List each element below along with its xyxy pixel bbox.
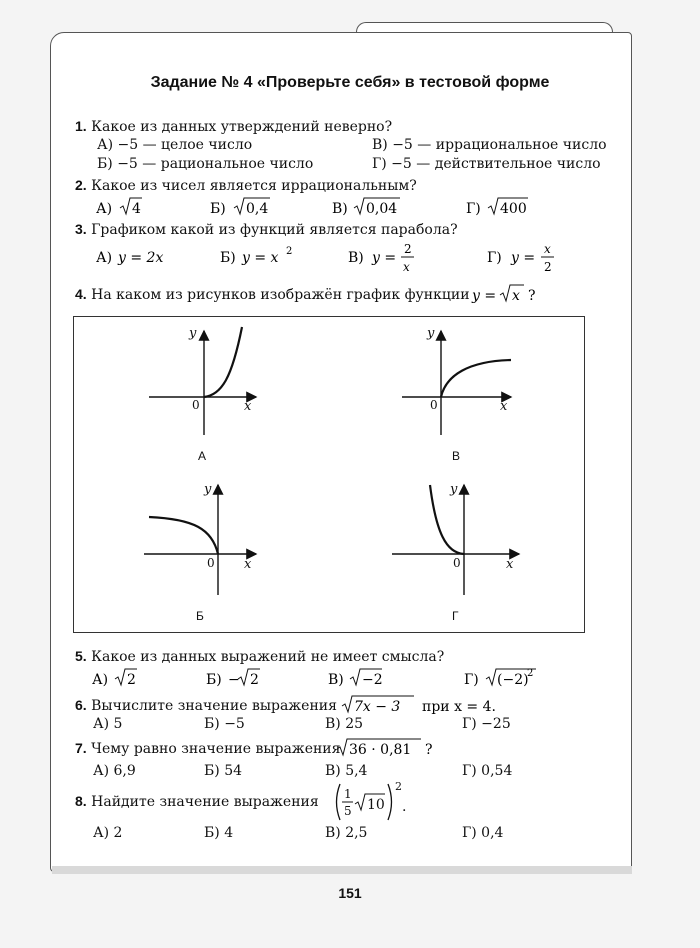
curve-a <box>204 327 242 397</box>
q7-expression <box>335 734 455 762</box>
q5-option-b-label: Б) <box>206 672 222 688</box>
q1-option-v: В) −5 — иррациональное число <box>372 137 607 153</box>
q8-fraction-numerator: 1 <box>344 787 352 801</box>
q7-option-a: А) 6,9 <box>93 763 136 779</box>
q5-option-v-label: В) <box>328 672 344 688</box>
q1-option-g: Г) −5 — действительное число <box>372 156 601 172</box>
q3-option-g-numerator: x <box>544 242 551 256</box>
graph-g <box>392 485 519 595</box>
question-1 <box>75 118 392 135</box>
graph-label-a: А <box>198 449 207 463</box>
q5-option-b-minus: − <box>228 672 240 688</box>
q7-question-mark: ? <box>425 742 433 758</box>
question-text: Найдите значение выражения <box>91 794 319 810</box>
q3-option-g-lhs: y = <box>511 250 536 266</box>
q3-option-v-numerator: 2 <box>404 242 412 256</box>
q3-option-v-denominator: x <box>403 260 410 274</box>
graph-g-y-label: y <box>450 482 458 497</box>
q1-option-a: А) −5 — целое число <box>97 137 253 153</box>
q6-option-g: Г) −25 <box>462 716 511 732</box>
q2-option-g-value: 400 <box>500 201 527 217</box>
graph-g-x-label: x <box>506 557 514 572</box>
graph-b-x-label: x <box>244 557 252 572</box>
curve-b <box>149 517 218 554</box>
curve-g <box>430 485 464 554</box>
question-text: На каком из рисунков изображён график функции <box>91 287 470 303</box>
graph-a <box>149 327 256 435</box>
q2-options <box>90 193 550 221</box>
graphs-figure <box>73 316 585 633</box>
question-4 <box>75 286 470 303</box>
question-number: 6. <box>75 697 87 713</box>
graph-v <box>402 331 511 435</box>
right-paren <box>388 784 392 820</box>
question-text: Вычислите значение выражения <box>91 698 337 714</box>
q5-option-v-value: −2 <box>362 672 383 688</box>
q2-option-a-value: 4 <box>132 201 141 217</box>
q6-option-v: В) 25 <box>325 716 364 732</box>
q8-option-a: А) 2 <box>93 825 123 841</box>
q3-options <box>90 238 570 278</box>
q3-option-b-expr: y = x <box>242 250 279 266</box>
page-number: 151 <box>338 885 362 901</box>
q2-option-b-label: Б) <box>210 201 226 217</box>
q1-option-b: Б) −5 — рациональное число <box>97 156 314 172</box>
graph-v-origin: 0 <box>430 398 438 412</box>
question-number: 5. <box>75 648 87 664</box>
graph-v-x-label: x <box>500 399 508 414</box>
q6-radicand: 7x − 3 <box>354 699 401 715</box>
q5-option-g-label: Г) <box>464 672 479 688</box>
graph-label-v: В <box>452 449 461 463</box>
q3-option-b-power: 2 <box>286 246 293 257</box>
q8-option-v: В) 2,5 <box>325 825 368 841</box>
question-number: 7. <box>75 740 87 756</box>
graph-a-x-label: x <box>244 399 252 414</box>
q6-option-a: А) 5 <box>93 716 123 732</box>
q6-condition: при x = 4. <box>422 699 496 715</box>
q5-option-a-label: А) <box>92 672 109 688</box>
q7-option-g: Г) 0,54 <box>462 763 513 779</box>
curve-v <box>441 360 511 397</box>
q5-option-g-value: (−2) <box>497 672 529 688</box>
q6-expression <box>340 691 520 719</box>
question-6 <box>75 697 337 714</box>
left-paren <box>337 784 341 820</box>
q8-radicand: 10 <box>367 797 385 813</box>
question-8 <box>75 793 319 810</box>
question-text: Чему равно значение выражения <box>91 741 341 757</box>
graphs-svg <box>74 317 584 632</box>
graph-v-y-label: y <box>427 326 435 341</box>
q6-option-b: Б) −5 <box>204 716 245 732</box>
question-text: Какое из данных выражений не имеет смысла? <box>91 649 445 665</box>
q7-option-b: Б) 54 <box>204 763 243 779</box>
q7-radicand: 36 · 0,81 <box>349 742 412 758</box>
q5-option-b-value: 2 <box>250 672 259 688</box>
graph-label-b: Б <box>196 609 204 623</box>
q8-power: 2 <box>395 780 402 793</box>
q2-option-v-value: 0,04 <box>366 201 398 217</box>
q3-option-v-lhs: y = <box>372 250 397 266</box>
q3-option-g-label: Г) <box>487 250 502 266</box>
question-number: 1. <box>75 118 87 134</box>
q5-option-a-value: 2 <box>127 672 136 688</box>
q5-options <box>90 664 550 692</box>
q8-period: . <box>402 799 407 815</box>
graph-a-origin: 0 <box>192 398 200 412</box>
q3-option-b-label: Б) <box>220 250 236 266</box>
card-shadow <box>52 866 632 874</box>
graph-label-g: Г <box>452 609 459 623</box>
question-text: Какое из чисел является иррациональным? <box>91 178 417 194</box>
question-number: 4. <box>75 286 87 302</box>
graph-g-origin: 0 <box>453 556 461 570</box>
page-title: Задание № 4 «Проверьте себя» в тестовой форме <box>150 74 550 91</box>
q8-fraction-denominator: 5 <box>344 804 352 818</box>
q2-option-b-value: 0,4 <box>246 201 269 217</box>
q8-option-b: Б) 4 <box>204 825 234 841</box>
question-3 <box>75 221 458 238</box>
q3-option-g-denominator: 2 <box>544 260 552 274</box>
question-number: 8. <box>75 793 87 809</box>
q4-function-arg: x <box>512 288 520 304</box>
q8-expression <box>332 778 432 826</box>
q4-function <box>470 280 570 308</box>
question-number: 3. <box>75 221 87 237</box>
graph-b <box>144 485 256 595</box>
graph-b-origin: 0 <box>207 556 215 570</box>
q2-option-g-label: Г) <box>466 201 481 217</box>
question-text: Графиком какой из функций является парабола? <box>91 222 458 238</box>
graph-a-y-label: y <box>189 326 197 341</box>
q2-option-a-label: А) <box>96 201 113 217</box>
question-5 <box>75 648 444 665</box>
question-7 <box>75 740 340 757</box>
q7-option-v: В) 5,4 <box>325 763 368 779</box>
q2-option-v-label: В) <box>332 201 348 217</box>
q5-option-g-power: 2 <box>527 668 534 679</box>
q3-option-a-label: А) <box>96 250 113 266</box>
graph-b-y-label: y <box>204 482 212 497</box>
question-2 <box>75 177 417 194</box>
q4-question-mark: ? <box>528 288 536 304</box>
q3-option-a-expr: y = 2x <box>118 250 164 266</box>
question-number: 2. <box>75 177 87 193</box>
question-text: Какое из данных утверждений неверно? <box>91 119 393 135</box>
q8-option-g: Г) 0,4 <box>462 825 504 841</box>
q3-option-v-label: В) <box>348 250 364 266</box>
q4-function-lhs: y = <box>472 288 497 304</box>
